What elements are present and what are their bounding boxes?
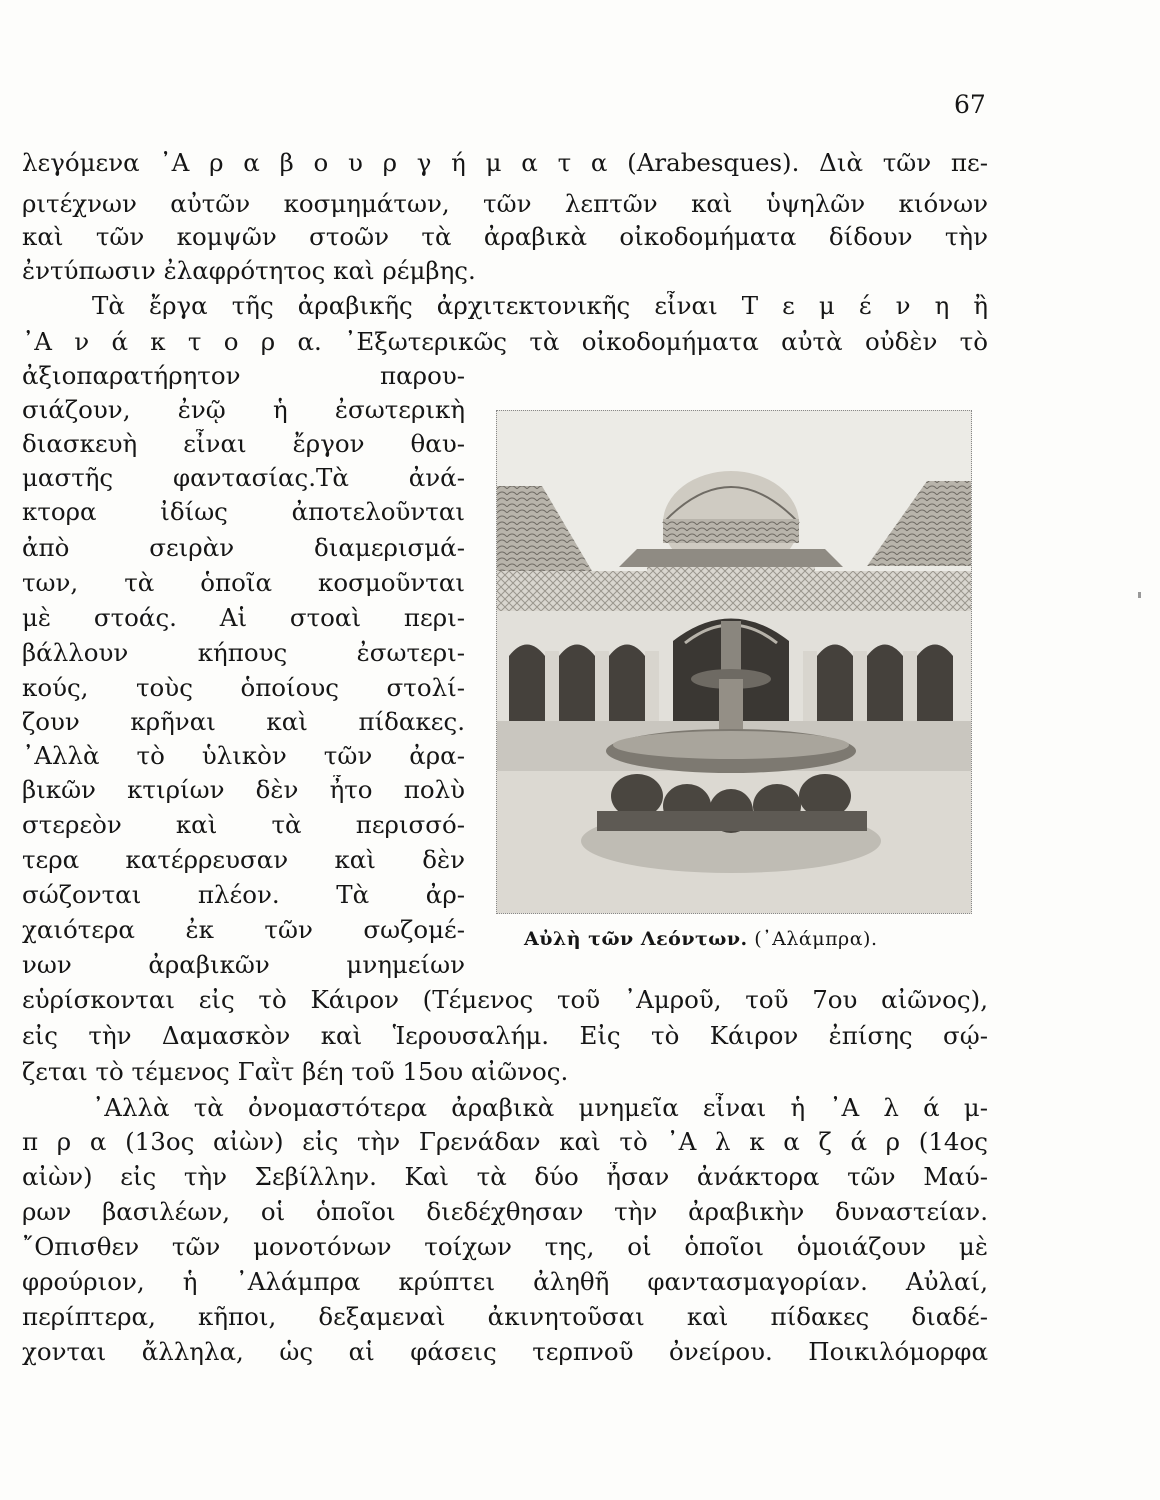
text-line: ρων βασιλέων, οἱ ὁποῖοι διεδέχθησαν τὴν ἀραβικὴν δυναστείαν. bbox=[22, 1197, 988, 1226]
text-line: ῎Οπισθεν τῶν μονοτόνων τοίχων της, οἱ ὁποῖοι ὁμοιάζουν μὲ bbox=[22, 1232, 988, 1261]
scan-speck bbox=[1138, 592, 1141, 598]
text-line: εἰς τὴν Δαμασκὸν καὶ Ἱερουσαλήμ. Εἰς τὸ Κάιρον ἐπίσης σῴ- bbox=[22, 1021, 988, 1050]
text-line: διασκευὴ εἶναι ἔργον θαυ- bbox=[22, 429, 465, 458]
text-line: ἐντύπωσιν ἐλαφρότητος καὶ ρέμβης. bbox=[22, 256, 476, 285]
text-line: λεγόμενα ᾿Α ρ α β ο υ ρ γ ή μ α τ α (Arabesques). Διὰ τῶν πε- bbox=[22, 148, 988, 177]
caption-title: Αὐλὴ τῶν Λεόντων. bbox=[524, 928, 748, 950]
text-line: ἀπὸ σειρὰν διαμερισμά- bbox=[22, 533, 465, 562]
text-line: σιάζουν, ἐνῷ ἡ ἐσωτερικὴ bbox=[22, 395, 465, 424]
court-of-lions-photo bbox=[496, 410, 972, 914]
text-line: ᾿Αλλὰ τὰ ὀνομαστότερα ἀραβικὰ μνημεῖα εἶναι ἡ ᾿Α λ ά μ- bbox=[92, 1093, 988, 1122]
text-line: ριτέχνων αὐτῶν κοσμημάτων, τῶν λεπτῶν καὶ ὑψηλῶν κιόνων bbox=[22, 189, 988, 218]
text-line: περίπτερα, κῆποι, δεξαμεναὶ ἀκινητοῦσαι καὶ πίδακες διαδέ- bbox=[22, 1302, 988, 1331]
page-number: 67 bbox=[954, 90, 986, 119]
text-line: καὶ τῶν κομψῶν στοῶν τὰ ἀραβικὰ οἰκοδομήματα δίδουν τὴν bbox=[22, 222, 988, 251]
text-line: τερα κατέρρευσαν καὶ δὲν bbox=[22, 845, 465, 874]
text-line: χαιότερα ἐκ τῶν σωζομέ- bbox=[22, 915, 465, 944]
caption-location: (᾿Αλάμπρα). bbox=[754, 928, 878, 950]
text-line: κτορα ἰδίως ἀποτελοῦνται bbox=[22, 497, 465, 526]
text-line: εὑρίσκονται εἰς τὸ Κάιρον (Τέμενος τοῦ ᾿Αμροῦ, τοῦ 7ου αἰῶνος), bbox=[22, 985, 988, 1014]
text-line: μαστῆς φαντασίας.Τὰ ἀνά- bbox=[22, 463, 465, 492]
text-line: χονται ἄλληλα, ὡς αἱ φάσεις τερπνοῦ ὀνείρου. Ποικιλόμορφα bbox=[22, 1337, 988, 1366]
text-line: ᾿Αλλὰ τὸ ὑλικὸν τῶν ἀρα- bbox=[22, 741, 465, 770]
text-line: φρούριον, ἡ ᾿Αλάμπρα κρύπτει ἀληθῆ φαντασμαγορίαν. Αὐλαί, bbox=[22, 1267, 988, 1296]
text-line: των, τὰ ὁποῖα κοσμοῦνται bbox=[22, 568, 465, 597]
text-line: νων ἀραβικῶν μνημείων bbox=[22, 950, 465, 979]
text-line: ζουν κρῆναι καὶ πίδακες. bbox=[22, 707, 465, 736]
text-line: ζεται τὸ τέμενος Γαῒτ βέη τοῦ 15ου αἰῶνος. bbox=[22, 1057, 569, 1086]
photo-caption bbox=[524, 928, 878, 950]
text-line: ἀξιοπαρατήρητον παρου- bbox=[22, 361, 465, 390]
text-line: αἰὼν) εἰς τὴν Σεβίλλην. Καὶ τὰ δύο ἦσαν ἀνάκτορα τῶν Μαύ- bbox=[22, 1162, 988, 1191]
text-line: βικῶν κτιρίων δὲν ἦτο πολὺ bbox=[22, 775, 465, 804]
text-line: ᾿Α ν ά κ τ ο ρ α. ᾿Εξωτερικῶς τὰ οἰκοδομήματα αὐτὰ οὐδὲν τὸ bbox=[22, 327, 988, 356]
text-line: μὲ στοάς. Αἱ στοαὶ περι- bbox=[22, 603, 465, 632]
text-line: κούς, τοὺς ὁποίους στολί- bbox=[22, 673, 465, 702]
text-line: π ρ α (13ος αἰὼν) εἰς τὴν Γρενάδαν καὶ τὸ ᾿Α λ κ α ζ ά ρ (14ος bbox=[22, 1127, 988, 1156]
text-line: στερεὸν καὶ τὰ περισσό- bbox=[22, 810, 465, 839]
text-line: Τὰ ἔργα τῆς ἀραβικῆς ἀρχιτεκτονικῆς εἶναι Τ ε μ έ ν η ἢ bbox=[92, 291, 988, 320]
text-line: βάλλουν κήπους ἐσωτερι- bbox=[22, 638, 465, 667]
text-line: σώζονται πλέον. Τὰ ἀρ- bbox=[22, 880, 465, 909]
